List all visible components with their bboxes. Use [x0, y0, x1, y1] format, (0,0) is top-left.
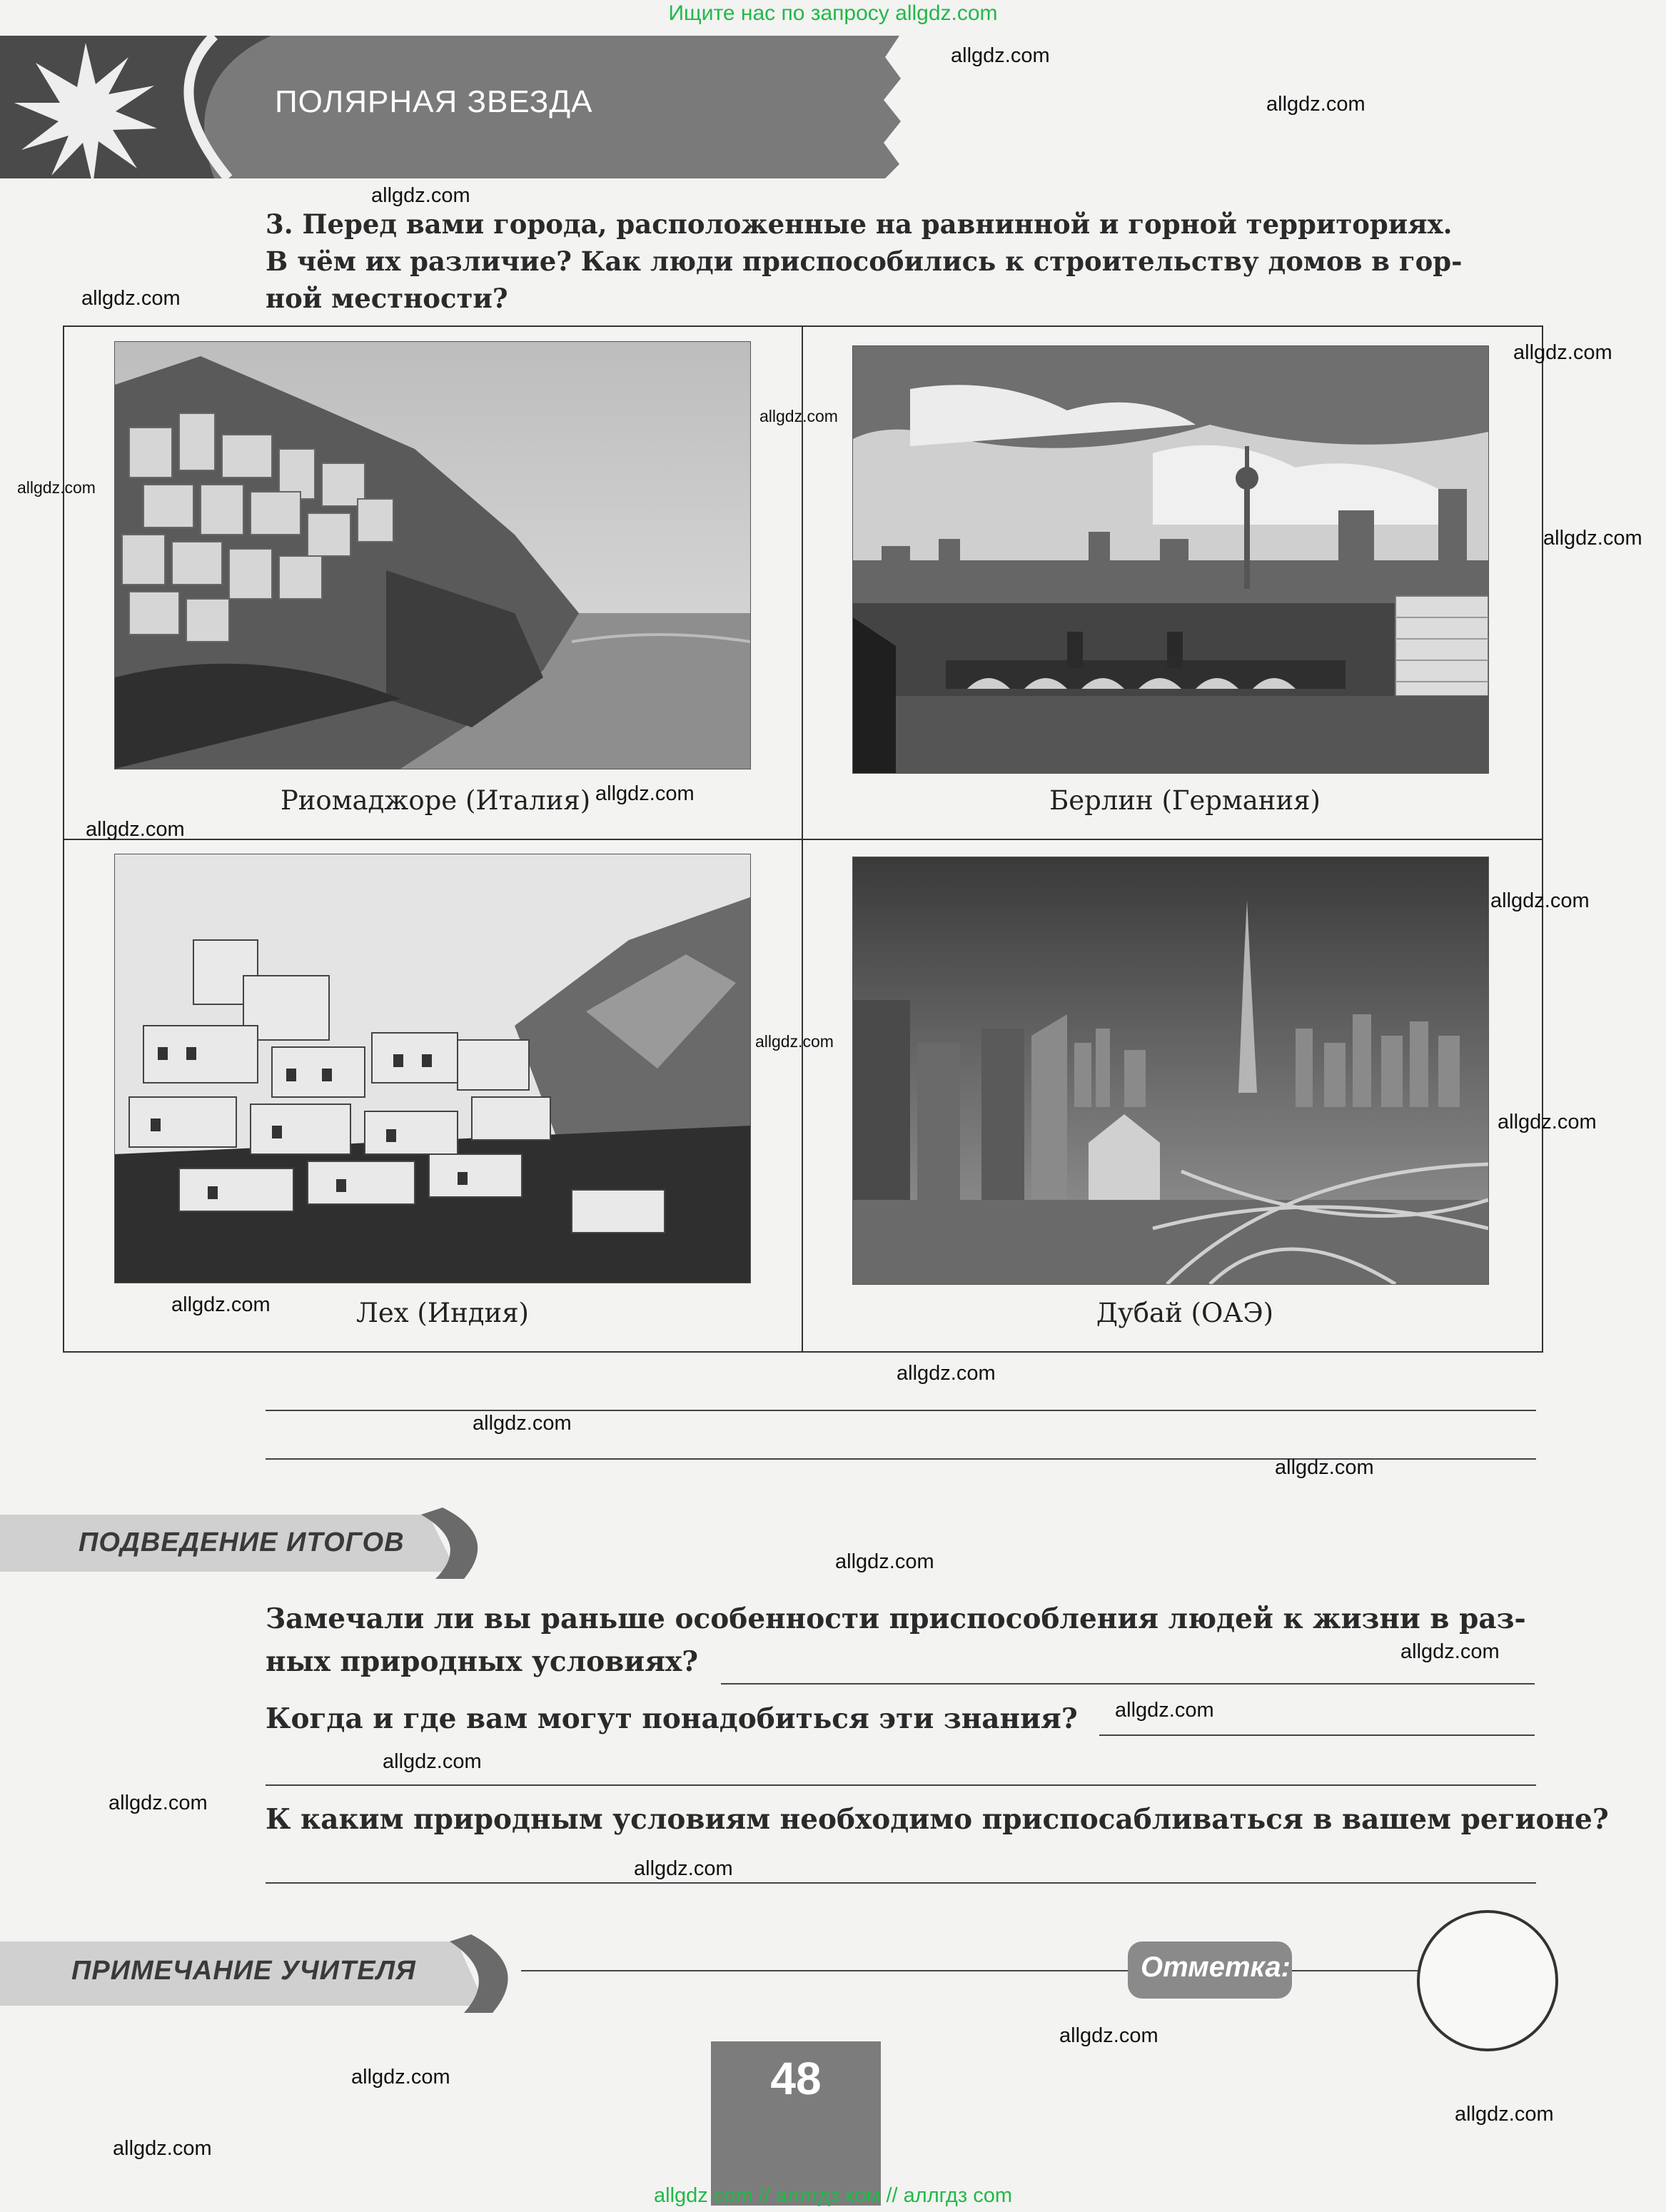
- watermark: allgdz.com: [755, 1032, 834, 1051]
- watermark: allgdz.com: [1455, 2103, 1554, 2126]
- summary-question-2: Когда и где вам могут понадобиться эти знания?: [266, 1702, 1078, 1735]
- watermark: allgdz.com: [86, 818, 185, 841]
- teacher-note-title: ПРИМЕЧАНИЕ УЧИТЕЛЯ: [71, 1956, 416, 1986]
- caption-berlin: Берлин (Германия): [1049, 785, 1321, 816]
- photo-dubai: [852, 857, 1489, 1285]
- answer-line-4: [1099, 1734, 1535, 1736]
- mark-circle[interactable]: [1417, 1910, 1558, 2051]
- watermark: allgdz.com: [1543, 527, 1642, 550]
- grid-divider-horizontal: [64, 839, 1542, 840]
- watermark: allgdz.com: [171, 1293, 271, 1316]
- answer-line-5: [266, 1784, 1536, 1786]
- watermark: allgdz.com: [951, 44, 1050, 67]
- summary-question-3: К каким природным условиям необходимо приспосабливаться в вашем регионе?: [266, 1803, 1609, 1836]
- watermark: allgdz.com: [113, 2137, 212, 2160]
- watermark: allgdz.com: [81, 287, 181, 310]
- watermark: allgdz.com: [1275, 1456, 1374, 1479]
- watermark: allgdz.com: [108, 1792, 208, 1814]
- mark-connector-line: [1292, 1970, 1419, 1971]
- answer-line-1: [266, 1410, 1536, 1411]
- watermark: allgdz.com: [897, 1362, 996, 1385]
- watermark: allgdz.com: [634, 1857, 733, 1880]
- watermark: allgdz.com: [1498, 1111, 1597, 1133]
- watermark: allgdz.com: [1115, 1699, 1214, 1722]
- header-title: ПОЛЯРНАЯ ЗВЕЗДА: [275, 84, 593, 119]
- mark-label: Отметка:: [1141, 1951, 1291, 1983]
- watermark: allgdz.com: [595, 782, 695, 805]
- watermark: allgdz.com: [835, 1550, 934, 1573]
- watermark: allgdz.com: [371, 184, 470, 207]
- photo-leh: [114, 854, 751, 1283]
- summary-question-1b: ных природных условиях?: [266, 1645, 699, 1678]
- watermark: allgdz.com: [383, 1750, 482, 1773]
- search-hint-banner: Ищите нас по запросу allgdz.com: [668, 1, 998, 25]
- watermark: allgdz.com: [1400, 1640, 1500, 1663]
- answer-line-3: [721, 1683, 1535, 1685]
- watermark: allgdz.com: [1513, 341, 1612, 364]
- watermark: allgdz.com: [351, 2066, 450, 2089]
- summary-question-1a: Замечали ли вы раньше особенности приспособления людей к жизни в раз-: [266, 1602, 1526, 1635]
- photo-berlin: [852, 345, 1489, 774]
- summary-title: ПОДВЕДЕНИЕ ИТОГОВ: [79, 1527, 405, 1557]
- task-line-2: В чём их различие? Как люди приспособились к строительству домов в гор-: [266, 246, 1463, 277]
- task-text: [266, 206, 1536, 317]
- watermark: allgdz.com: [17, 478, 96, 497]
- caption-dubai: Дубай (ОАЭ): [1096, 1298, 1274, 1328]
- teacher-note-line: [521, 1970, 1135, 1971]
- task-line-1: 3. Перед вами города, расположенные на равнинной и горной территориях.: [266, 208, 1453, 240]
- watermark: allgdz.com: [1059, 2024, 1158, 2047]
- bottom-links[interactable]: allgdz com // аллгдз ком // аллгдз com: [654, 2184, 1012, 2207]
- watermark: allgdz.com: [473, 1412, 572, 1435]
- star-icon: [14, 43, 157, 186]
- photo-riomaggiore: [114, 341, 751, 769]
- task-line-3: ной местности?: [266, 283, 508, 314]
- page-number: 48: [770, 2053, 822, 2104]
- watermark: allgdz.com: [759, 407, 838, 425]
- caption-leh: Лех (Индия): [356, 1298, 529, 1328]
- answer-line-6: [266, 1882, 1536, 1884]
- watermark: allgdz.com: [1490, 889, 1590, 912]
- watermark: allgdz.com: [1266, 93, 1365, 116]
- caption-riomaggiore: Риомаджоре (Италия): [280, 785, 591, 816]
